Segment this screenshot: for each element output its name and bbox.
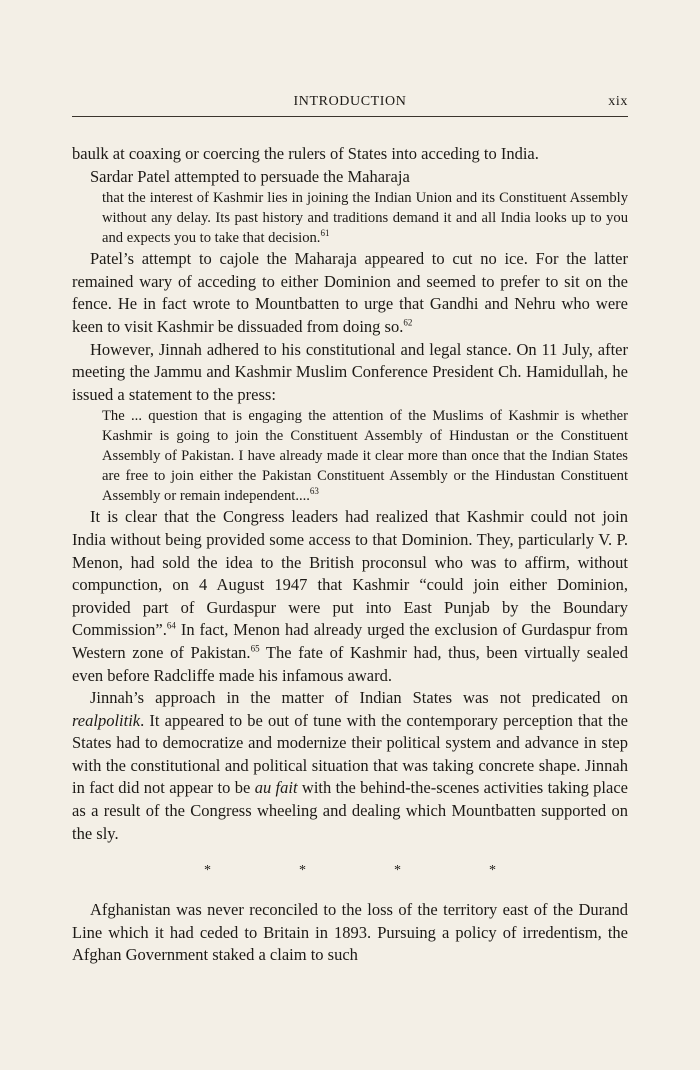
paragraph-4: However, Jinnah adhered to his constitutional and legal stance. On 11 July, after meeting the Jammu and Kashmir Muslim Conference President Ch. Hamidullah, he issued a statement to the press: [72, 339, 628, 404]
block-quote-1 [72, 188, 628, 248]
running-title: INTRODUCTION [293, 94, 407, 109]
running-header [72, 94, 628, 114]
footnote-ref-61: 61 [320, 228, 330, 239]
footnote-ref-63: 63 [309, 486, 319, 497]
paragraph-text: Patel’s attempt to cajole the Maharaja appeared to cut no ice. For the latter remained wary of acceding to either Dominion and seemed to prefer to sit on the fence. He in fact wrote to Mountbatten to urge that Gandhi and Nehru who were keen to visit Kashmir be dissuaded from doing so. [72, 249, 628, 336]
paragraph-5 [72, 506, 628, 687]
footnote-ref-62: 62 [403, 317, 413, 328]
paragraph-text: with the behind-the-scenes activities taking place as a result of the Congress wheeling and dealing which Mountbatten supported on the sly. [72, 778, 628, 843]
paragraph-3 [72, 248, 628, 338]
page-body [72, 143, 628, 967]
footnote-ref-65: 65 [250, 643, 260, 654]
italic-term: au fait [254, 778, 298, 798]
quote-text: The ... question that is engaging the attention of the Muslims of Kashmir is whether Kashmir is going to join the Constituent Assembly of Hindustan or the Constituent Assembly of Pakistan. I have already made it clear more than once that the Indian States are free to join either the Pakistan Constituent Assembly or the Hindustan Constituent Assembly or remain independent.... [102, 408, 628, 505]
separator-star: * [299, 863, 306, 879]
paragraph-text: . It appeared to be out of tune with the contemporary perception that the States had to democratize and modernize their political system and advance in step with the constitutional and political situation that was taking concrete shape. Jinnah in fact did not appear to be [72, 710, 628, 798]
paragraph-text: It is clear that the Congress leaders had realized that Kashmir could not join India without being provided some access to that Dominion. They, particularly V. P. Menon, had sold the idea to the British proconsul who was to affirm, without compunction, on 4 August 1947 that Kashmir “could join either Dominion, provided part of Gurdaspur were put into East Punjab by the Boundary Commission”. [72, 507, 628, 640]
page-number: xix [608, 94, 628, 109]
paragraph-text: The fate of Kashmir had, thus, been virtually sealed even before Radcliffe made his infamous award. [72, 642, 628, 685]
quote-text: that the interest of Kashmir lies in joining the Indian Union and its Constituent Assembly without any delay. Its past history and traditions demand it and all India looks up to you and expects you to take that decision. [102, 190, 628, 247]
block-quote-2 [72, 406, 628, 506]
paragraph-text: Jinnah’s approach in the matter of Indian States was not predicated on [90, 688, 628, 708]
separator-star: * [204, 863, 211, 879]
italic-term: realpolitik [72, 710, 141, 730]
footnote-ref-64: 64 [166, 620, 176, 631]
paragraph-7: Afghanistan was never reconciled to the loss of the territory east of the Durand Line which it had ceded to Britain in 1893. Pursuing a policy of irredentism, the Afghan Government staked a claim to such [72, 900, 628, 965]
header-rule [72, 116, 628, 117]
section-separator [72, 863, 628, 879]
separator-star: * [489, 863, 496, 879]
separator-star: * [394, 863, 401, 879]
paragraph-2: Sardar Patel attempted to persuade the Maharaja [90, 166, 410, 186]
paragraph-6 [72, 687, 628, 845]
paragraph-1: baulk at coaxing or coercing the rulers of States into acceding to India. [72, 144, 539, 163]
paragraph-text: In fact, Menon had already urged the exclusion of Gurdaspur from Western zone of Pakistan. [72, 620, 628, 662]
